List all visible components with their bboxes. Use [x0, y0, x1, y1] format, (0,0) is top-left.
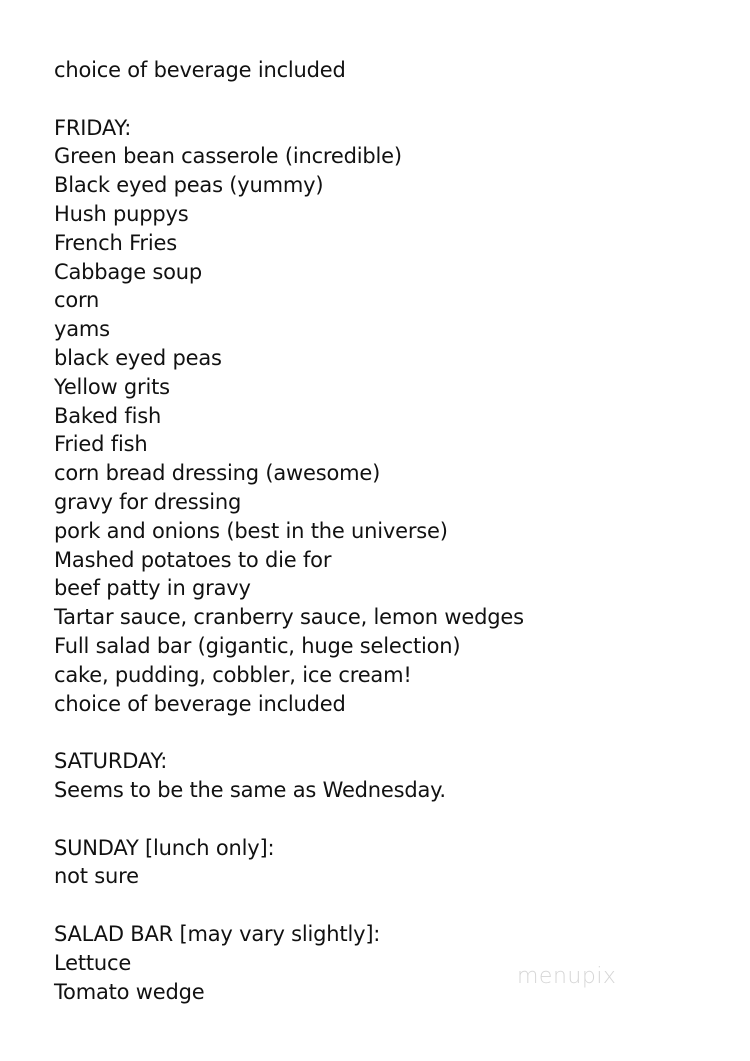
friday-item: Tartar sauce, cranberry sauce, lemon wedges [54, 605, 524, 630]
friday-item: Mashed potatoes to die for [54, 547, 332, 572]
friday-item: Green bean casserole (incredible) [54, 144, 402, 169]
friday-item: French Fries [54, 230, 177, 255]
friday-item: gravy for dressing [54, 489, 242, 514]
section-gap [54, 718, 734, 747]
friday-item: cake, pudding, cobbler, ice cream! [54, 662, 412, 687]
section-gap [54, 85, 734, 114]
friday-item: Black eyed peas (yummy) [54, 173, 324, 198]
friday-item: Fried fish [54, 432, 148, 457]
friday-item: corn bread dressing (awesome) [54, 461, 381, 486]
menupix-watermark: menupix [517, 964, 617, 989]
section-gap [54, 805, 734, 834]
sunday-heading: SUNDAY [lunch only]: [54, 835, 275, 860]
friday-item: corn [54, 288, 100, 313]
friday-item: Baked fish [54, 403, 162, 428]
friday-item: yams [54, 317, 110, 342]
friday-item: Hush puppys [54, 201, 189, 226]
friday-item: Yellow grits [54, 374, 170, 399]
salad-bar-item: Lettuce [54, 950, 132, 975]
intro-line: choice of beverage included [54, 58, 346, 82]
sunday-item: not sure [54, 864, 139, 889]
friday-heading: FRIDAY: [54, 115, 132, 140]
friday-item: Full salad bar (gigantic, huge selection) [54, 633, 461, 658]
menu-document [54, 56, 734, 1006]
friday-item: choice of beverage included [54, 691, 346, 716]
friday-item: black eyed peas [54, 345, 222, 370]
section-gap [54, 891, 734, 920]
saturday-heading: SATURDAY: [54, 749, 168, 774]
saturday-item: Seems to be the same as Wednesday. [54, 777, 446, 802]
salad-bar-item: Tomato wedge [54, 979, 205, 1004]
friday-item: pork and onions (best in the universe) [54, 518, 448, 543]
friday-item: Cabbage soup [54, 259, 203, 284]
salad-bar-heading: SALAD BAR [may vary slightly]: [54, 921, 381, 946]
friday-item: beef patty in gravy [54, 576, 251, 601]
